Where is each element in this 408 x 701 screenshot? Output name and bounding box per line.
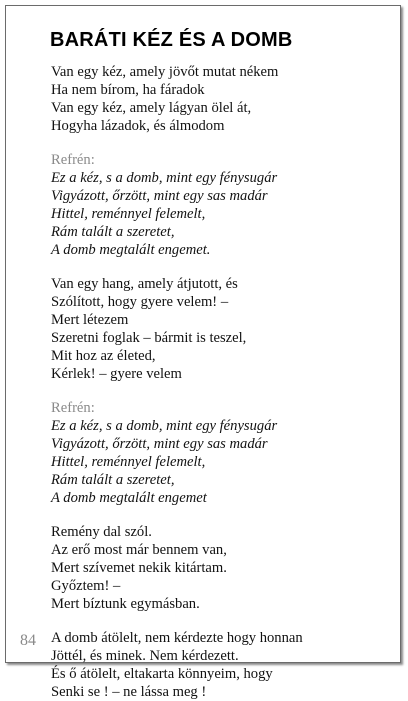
poem-line: Van egy kéz, amely lágyan ölel át, bbox=[51, 100, 252, 116]
poem-line: Hittel, reménnyel felemelt, bbox=[51, 454, 206, 470]
poem-line: Ha nem bírom, ha fáradok bbox=[51, 82, 205, 98]
poem-line: Rám talált a szeretet, bbox=[51, 224, 175, 240]
poem-line: Hogyha lázadok, és álmodom bbox=[51, 118, 225, 134]
poem-line: Senki se ! – ne lássa meg ! bbox=[51, 684, 207, 700]
poem-line: Győztem! – bbox=[51, 578, 121, 594]
poem-line: A domb megtalált engemet bbox=[51, 490, 207, 506]
poem-line: Ez a kéz, s a domb, mint egy fénysugár bbox=[51, 170, 278, 186]
stanza-1 bbox=[51, 63, 392, 135]
poem-line: Vigyázott, őrzött, mint egy sas madár bbox=[51, 436, 268, 452]
poem-line: Van egy hang, amely átjutott, és bbox=[51, 276, 238, 292]
poem-line: És ő átölelt, eltakarta könnyeim, hogy bbox=[51, 666, 273, 682]
stanza-4 bbox=[51, 629, 392, 701]
poem-line: Mert bíztunk egymásban. bbox=[51, 596, 200, 612]
poem-line: Ez a kéz, s a domb, mint egy fénysugár bbox=[51, 418, 278, 434]
poem-line: Mit hoz az életed, bbox=[51, 348, 156, 364]
poem-title: BARÁTI KÉZ ÉS A DOMB bbox=[50, 29, 293, 51]
poem-body bbox=[51, 63, 392, 701]
poem-line: A domb megtalált engemet. bbox=[51, 242, 211, 258]
poem-line: Szeretni foglak – bármit is teszel, bbox=[51, 330, 247, 346]
stanza-2 bbox=[51, 275, 392, 383]
poem-line: Remény dal szól. bbox=[51, 524, 152, 540]
poem-line: Az erő most már bennem van, bbox=[51, 542, 227, 558]
stanza-3 bbox=[51, 523, 392, 613]
document-page bbox=[5, 5, 401, 700]
poem-line: Mert létezem bbox=[51, 312, 129, 328]
refrain-label: Refrén: bbox=[51, 400, 95, 416]
refrain-label: Refrén: bbox=[51, 152, 95, 168]
poem-line: Vigyázott, őrzött, mint egy sas madár bbox=[51, 188, 268, 204]
poem-line: Szólított, hogy gyere velem! – bbox=[51, 294, 229, 310]
poem-line: Hittel, reménnyel felemelt, bbox=[51, 206, 206, 222]
refrain-1 bbox=[51, 151, 392, 259]
poem-line: A domb átölelt, nem kérdezte hogy honnan bbox=[51, 630, 303, 646]
page-number: 84 bbox=[20, 632, 36, 649]
poem-line: Mert szívemet nekik kitártam. bbox=[51, 560, 227, 576]
poem-line: Rám talált a szeretet, bbox=[51, 472, 175, 488]
refrain-2 bbox=[51, 399, 392, 507]
poem-line: Kérlek! – gyere velem bbox=[51, 366, 182, 382]
poem-line: Jöttél, és minek. Nem kérdezett. bbox=[51, 648, 239, 664]
poem-line: Van egy kéz, amely jövőt mutat nékem bbox=[51, 64, 279, 80]
